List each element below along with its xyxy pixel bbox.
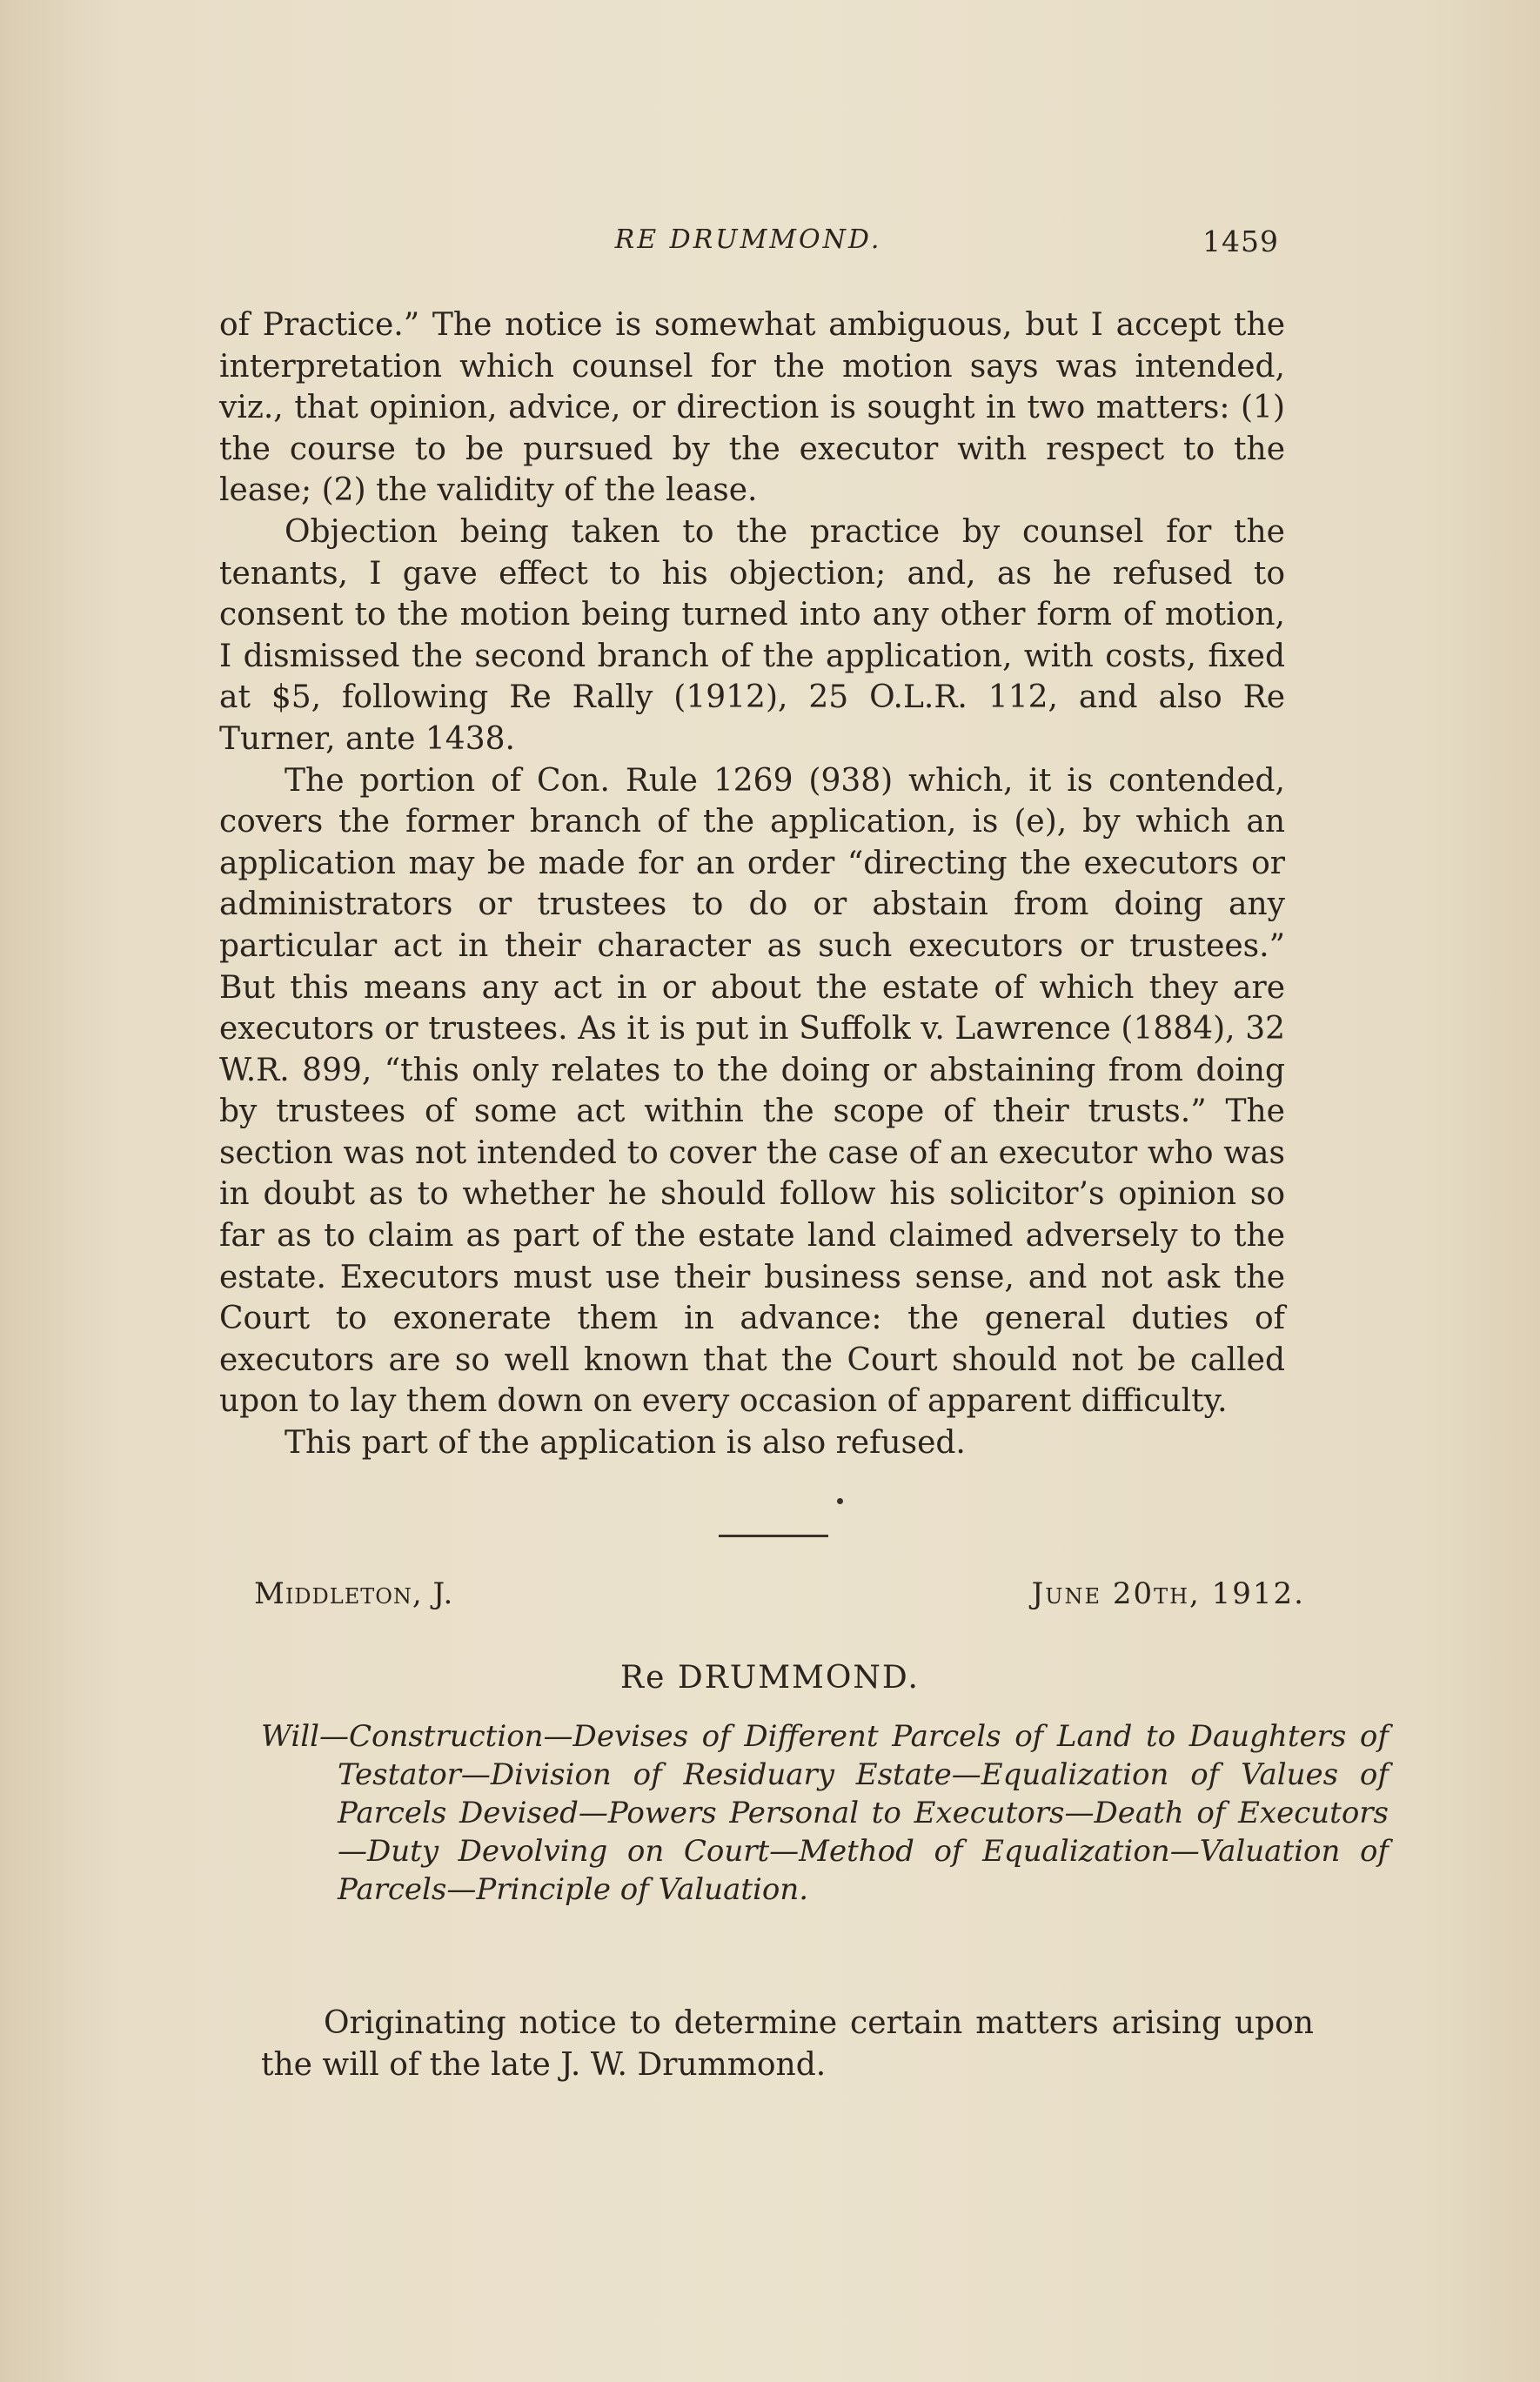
paragraph-3: The portion of Con. Rule 1269 (938) which, it is contended, covers the former branch of the application, is (e), by which an application may be made for an order “directing the executors or administrators or trustees to do or abstain from doing any particular act in their character as such executors or trustees.” But this means any act in or about the estate of which they are executors or trustees. As it is put in Suffolk v. Lawrence (1884), 32 W.R. 899, “this only relates to the doing or abstaining from doing by trustees of some act within the scope of their trusts.” The section was not intended to cover the case of an executor who was in doubt as to whether he should follow his solicitor’s opinion so far as to claim as part of the estate land claimed adversely to the estate. Executors must use their business sense, and not ask the Court to exonerate them in advance: the general duties of executors are so well known that the Court should not be called upon to lay them down on every occasion of apparent difficulty. [219,762,1285,1420]
section-divider [719,1535,828,1537]
paragraph-4: This part of the application is also refused. [285,1425,966,1462]
originating-text: Originating notice to determine certain matters arising upon the will of the late J. W. Drummond. [261,2005,1314,2083]
paragraph-2: Objection being taken to the practice by counsel for the tenants, I gave effect to his objection; and, as he refused to consent to the motion being turned into any other form of motion, I dismissed the second branch of the application, with costs, fixed at $5, following Re Rally (1912), 25 O.L.R. 112, and also Re Turner, ante 1438. [219,513,1285,757]
paragraph-1: of Practice.” The notice is somewhat ambiguous, but I accept the interpretation which counsel for the motion says was intended, viz., that opinion, advice, or direction is sought in two matters: (1) the course to be pursued by the executor with respect to the lease; (2) the validity of the lease. [219,307,1285,509]
ink-dot [837,1498,843,1504]
case-line [254,1576,1305,1620]
originating-notice [261,2003,1314,2086]
running-head [218,224,1279,268]
running-title: RE DRUMMOND. [614,224,882,255]
case-date: June 20th, 1912. [1031,1576,1305,1611]
page-number: 1459 [1202,224,1279,258]
body-text [219,304,1285,1464]
judge-name: Middleton, J. [254,1576,454,1611]
headnote: Will—Construction—Devises of Different Parcels of Land to Daughters of Testator—Division of Residuary Estate—Equalization of Values of Parcels Devised—Powers Personal to Executors—Death of Executors—Duty Devolving on Court—Method of Equalization—Valuation of Parcels—Principle of Valuation. [261,1719,1389,1907]
case-title: Re DRUMMOND. [620,1660,920,1696]
